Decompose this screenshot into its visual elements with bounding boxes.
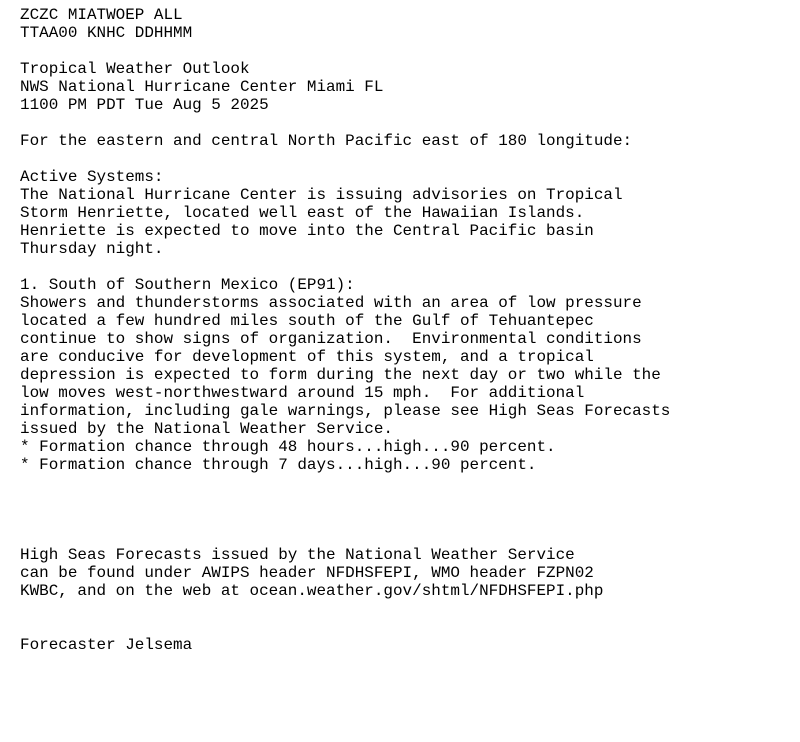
blank-line: [20, 474, 670, 492]
footer-line: High Seas Forecasts issued by the National Weather Service: [20, 546, 575, 564]
blank-line: [20, 492, 670, 510]
document-title: Tropical Weather Outlook: [20, 60, 250, 78]
body-line: Showers and thunderstorms associated with an area of low pressure: [20, 294, 642, 312]
body-line: depression is expected to form during the next day or two while the: [20, 366, 661, 384]
body-line: low moves west-northwestward around 15 mph. For additional: [20, 384, 585, 402]
header-line: TTAA00 KNHC DDHHMM: [20, 24, 193, 42]
blank-line: [20, 510, 670, 528]
body-line: continue to show signs of organization. Environmental conditions: [20, 330, 642, 348]
blank-line: [20, 150, 670, 168]
body-line: Storm Henriette, located well east of the Hawaiian Islands.: [20, 204, 585, 222]
region-statement: For the eastern and central North Pacific east of 180 longitude:: [20, 132, 633, 150]
formation-chance-7d: * Formation chance through 7 days...high...90 percent.: [20, 456, 537, 474]
body-line: are conducive for development of this system, and a tropical: [20, 348, 594, 366]
body-line: Henriette is expected to move into the Central Pacific basin: [20, 222, 594, 240]
blank-line: [20, 528, 670, 546]
body-line: issued by the National Weather Service.: [20, 420, 393, 438]
section-heading: 1. South of Southern Mexico (EP91):: [20, 276, 355, 294]
footer-line: KWBC, and on the web at ocean.weather.gov/shtml/NFDHSFEPI.php: [20, 582, 604, 600]
body-line: The National Hurricane Center is issuing advisories on Tropical: [20, 186, 623, 204]
issue-time: 1100 PM PDT Tue Aug 5 2025: [20, 96, 269, 114]
formation-chance-48h: * Formation chance through 48 hours...high...90 percent.: [20, 438, 556, 456]
forecaster-signature: Forecaster Jelsema: [20, 636, 193, 654]
issuing-office: NWS National Hurricane Center Miami FL: [20, 78, 384, 96]
section-heading: Active Systems:: [20, 168, 164, 186]
blank-line: [20, 618, 670, 636]
outlook-text: [20, 6, 670, 654]
header-line: ZCZC MIATWOEP ALL: [20, 6, 183, 24]
blank-line: [20, 258, 670, 276]
body-line: located a few hundred miles south of the Gulf of Tehuantepec: [20, 312, 594, 330]
blank-line: [20, 600, 670, 618]
blank-line: [20, 42, 670, 60]
footer-line: can be found under AWIPS header NFDHSFEPI, WMO header FZPN02: [20, 564, 594, 582]
blank-line: [20, 114, 670, 132]
body-line: information, including gale warnings, please see High Seas Forecasts: [20, 402, 671, 420]
body-line: Thursday night.: [20, 240, 164, 258]
